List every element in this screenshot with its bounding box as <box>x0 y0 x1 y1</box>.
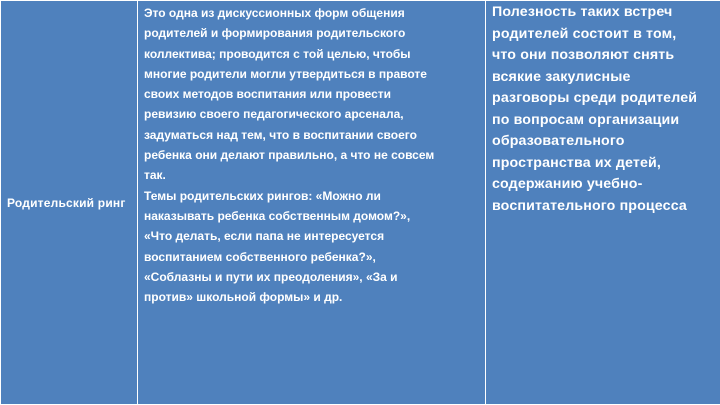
description-text: Это одна из дискуссионных форм общения родителей и формирования родительского коллектива; проводится с той целью, чтобы многие родители могли утвердиться в правоте своих методов воспитания или провести ревизию своего педагогического арсенала, задуматься над тем, что в воспитании своего ребенка они делают правильно, а что не совсем так. Темы родительских рингов: «Можно ли наказывать ребенка собственным домом?», «Что делать, если папа не интересуется воспитанием собственного ребенка?», «Соблазны и пути их преодоления», «За и против» школьной формы» и др. <box>144 6 435 305</box>
usefulness-text: Полезность таких встреч родителей состоит в том, что они позволяют снять всякие закулисные разговоры среди родителей по вопросам организации образовательного пространства их детей, содержанию учебно- воспитательного процесса <box>492 4 698 214</box>
table-row <box>1 1 720 405</box>
usefulness-cell <box>486 1 720 405</box>
term-cell <box>1 1 138 405</box>
description-cell <box>138 1 486 405</box>
term-text: Родительский ринг <box>7 195 126 210</box>
